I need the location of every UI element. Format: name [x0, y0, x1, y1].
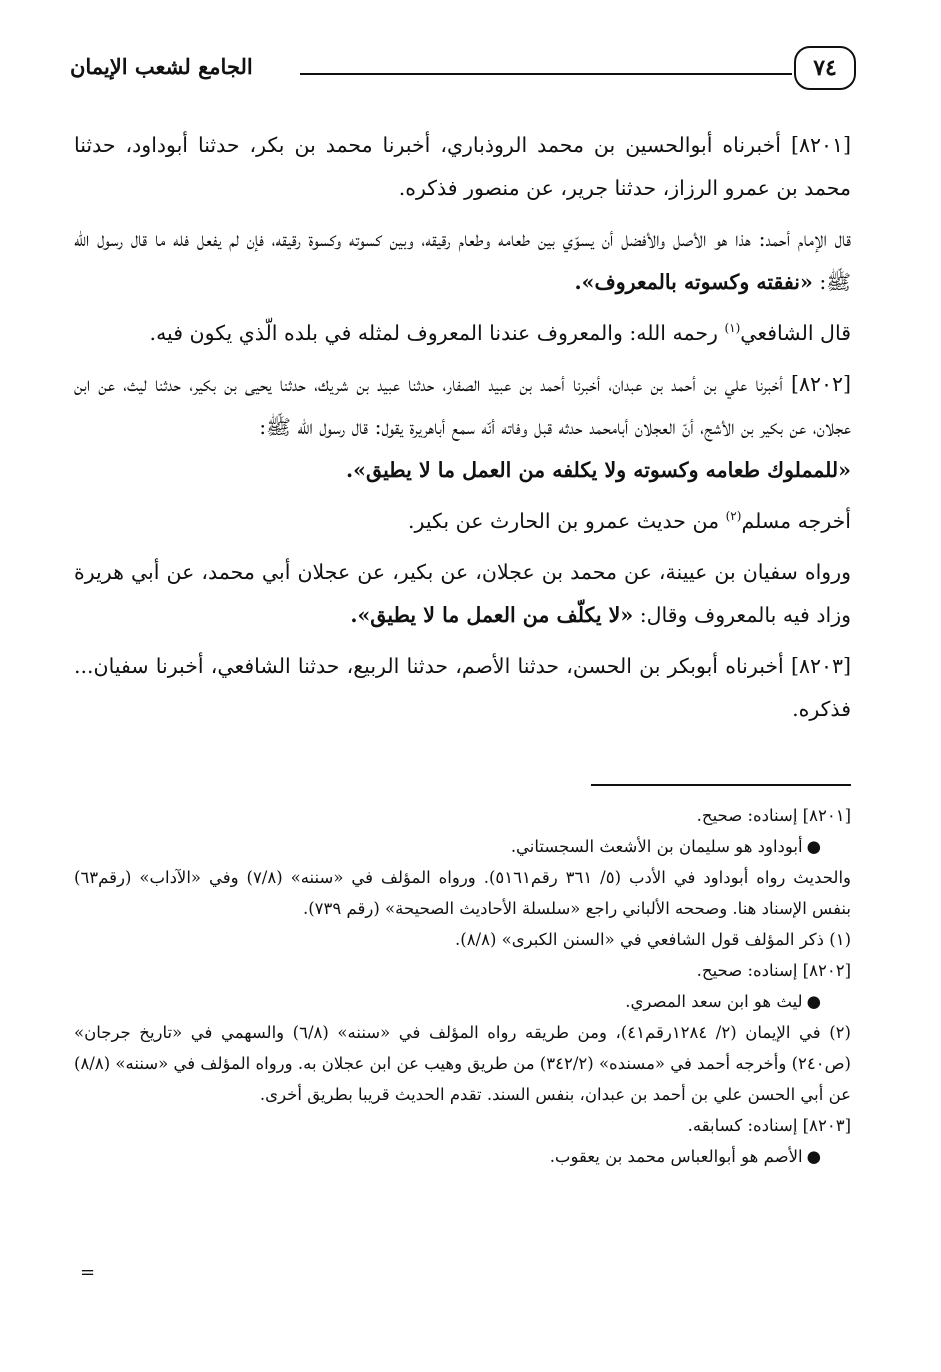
bullet-icon: ● [806, 1147, 821, 1166]
note-8203-head: [٨٢٠٣] إسناده: كسابقه. [687, 1116, 851, 1135]
hadith-quote: «للمملوك طعامه وكسوته ولا يكلفه من العمل ما لا يطيق». [346, 458, 851, 482]
note-8201-head: [٨٢٠١] إسناده: صحيح. [696, 806, 851, 825]
paragraph-8202: [٨٢٠٢] أخبرنا علي بن أحمد بن عبدان، أخبرنا أحمد بن عبيد الصفار، حدثنا عبيد بن شريك، حدثنا يحيى بن بكير، حدثنا ليث، عن ابن عجلان، عن بكير بن الأشج، أنّ العجلان أبامحمد حدثه قبل وفاته أنّه سمع أباهريرة يقول: قال رسول الله ﷺ: «للمملوك طعامه وكسوته ولا يكلفه من العمل ما لا يطيق». [74, 372, 851, 482]
paragraph-sufyan: ورواه سفيان بن عيينة، عن محمد بن عجلان، عن بكير، عن عجلان أبي محمد، عن أبي هريرة وزاد فيه بالمعروف وقال: «لا يكلّف من العمل ما لا يطيق». [74, 560, 851, 627]
footnote-1: (١) ذكر المؤلف قول الشافعي في «السنن الكبرى» (٨/٨). [455, 930, 851, 949]
note-8201-bullet: ●أبوداود هو سليمان بن الأشعث السجستاني. [510, 837, 821, 856]
footnote-ref-2: (٢) [725, 509, 742, 524]
hadith-quote: «لا يكلّف من العمل ما لا يطيق». [350, 603, 634, 627]
page-header [60, 44, 856, 104]
main-text [74, 124, 851, 739]
note-8203-bullet: ●الأصم هو أبوالعباس محمد بن يعقوب. [549, 1147, 821, 1166]
note-8202-bullet: ●ليث هو ابن سعد المصري. [625, 992, 821, 1011]
paragraph-imam-ahmad: قال الإمام أحمد: هذا هو الأصل والأفضل أن يسوّي بين طعامه وطعام رقيقه، وبين كسوته وكسوة رقيقه، فإن لم يفعل فله ما قال رسول الله ﷺ: «نفقته وكسوته بالمعروف». [74, 227, 851, 294]
paragraph-8201: [٨٢٠١] أخبرناه أبوالحسين بن محمد الروذباري، أخبرنا محمد بن بكر، حدثنا أبوداود، حدثنا محمد بن عمرو الرزاز، حدثنا جرير، عن منصور فذكره. [74, 133, 851, 200]
paragraph-8203: [٨٢٠٣] أخبرناه أبوبكر بن الحسن، حدثنا الأصم، حدثنا الربيع، حدثنا الشافعي، أخبرنا سفيان... فذكره. [74, 654, 851, 721]
paragraph-muslim: أخرجه مسلم$^{(٢)}$ من حديث عمرو بن الحارث عن بكير. [408, 509, 851, 533]
continuation-mark: = [80, 1262, 96, 1283]
book-title: الجامع لشعب الإيمان [70, 54, 253, 79]
footnote-separator [591, 784, 851, 786]
footnote-2: (٢) في الإيمان (٢/ ١٢٨٤رقم٤١)، ومن طريقه رواه المؤلف في «سننه» (٦/٨) والسهمي في «تاريخ جرجان» (ص٢٤٠) وأخرجه أحمد في «مسنده» (٣٤٢/٢) من طريق وهيب عن ابن عجلان به. ورواه المؤلف في «سننه» (٨/٨) عن أبي الحسن علي بن أحمد بن عبدان، بنفس السند. تقدم الحديث قريبا بطريق أخرى. [74, 1023, 851, 1104]
footnote-ref-1: (١) [724, 321, 741, 336]
note-8201-text: والحديث رواه أبوداود في الأدب (٥/ ٣٦١ رقم٥١٦١). ورواه المؤلف في «سننه» (٧/٨) وفي «الآداب» (رقم٦٣) بنفس الإسناد هنا. وصححه الألباني راجع «سلسلة الأحاديث الصحيحة» (رقم ٧٣٩). [74, 868, 851, 918]
bullet-icon: ● [806, 992, 821, 1011]
header-rule [300, 73, 792, 75]
paragraph-shafii: قال الشافعي$^{(١)}$ رحمه الله: والمعروف عندنا المعروف لمثله في بلده الّذي يكون فيه. [149, 321, 851, 345]
page-number: ٧٤ [794, 46, 856, 90]
bullet-icon: ● [806, 837, 821, 856]
footnotes [74, 800, 851, 1172]
hadith-quote: «نفقته وكسوته بالمعروف». [574, 270, 813, 294]
note-8202-head: [٨٢٠٢] إسناده: صحيح. [696, 961, 851, 980]
